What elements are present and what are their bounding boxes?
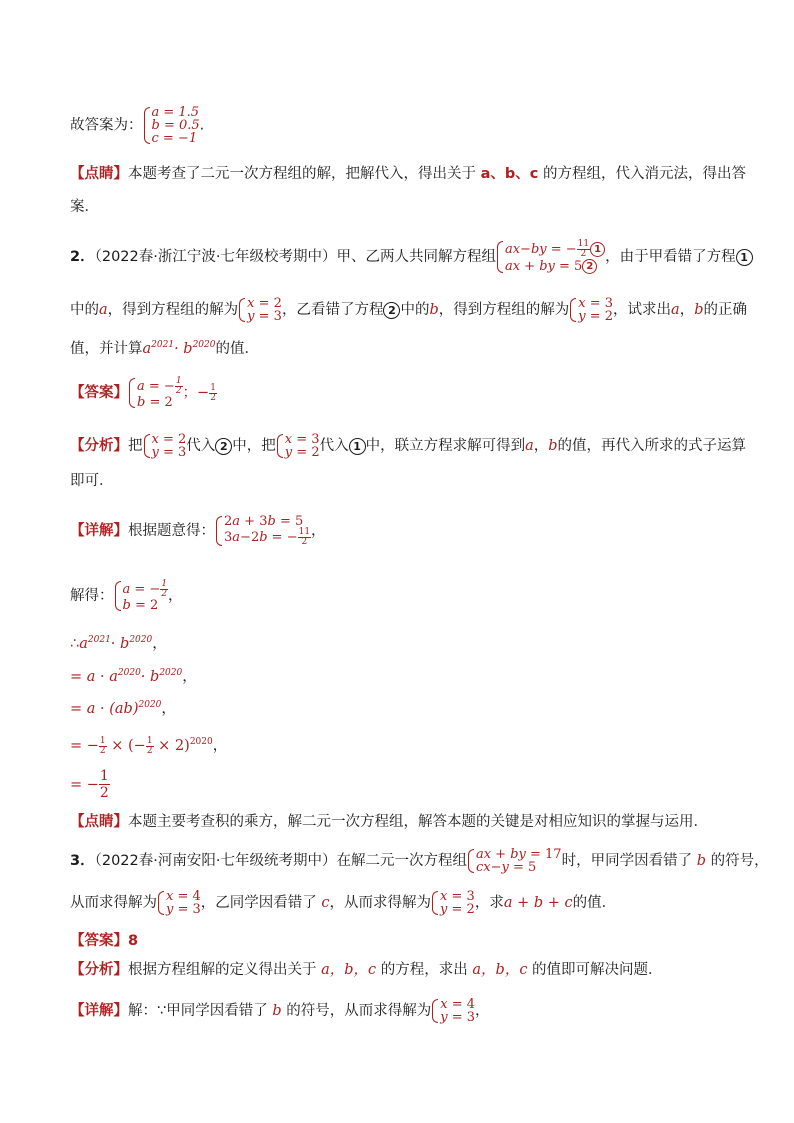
q2-stem-line3: 值，并计算$a^{2021}\cdot b^{2020}$的值．	[70, 340, 259, 357]
q3-detail: 【详解】解：∵甲同学因看错了 b 的符号，从而求得解为 x = 4 y = 3 ，	[70, 997, 490, 1025]
q1-answer-line: 故答案为： a = 1.5 b = 0.5 c = −1 .	[70, 105, 205, 146]
q2-solve: 解得： a = − $\frac{1}{2}$ b = 2 ，	[70, 579, 183, 613]
q2-analysis-cont: 即可．	[70, 473, 114, 489]
q1-answer-system: a = 1.5 b = 0.5 c = −1	[143, 106, 200, 145]
q1-comment-cont: 案．	[70, 199, 99, 215]
q3-stem-line1: 3．（2022春·河南安阳·七年级统考期中）在解二元一次方程组 ax + by = 17 cx−y = 5 时，甲同学因看错了 b 的符号，	[70, 847, 769, 875]
q3-analysis: 【分析】根据方程组解的定义得出关于 a，b，c 的方程，求出 a，b，c 的值即可解决问题．	[70, 962, 663, 978]
q2-stem-line1: 2．（2022春·浙江宁波·七年级校考期中）甲、乙两人共同解方程组 ax−by = − $\frac{11}{2}$ 1 ax + by = 5 2 ，由于甲看错了方程 1	[70, 240, 734, 274]
q2-step-5: = − $\frac{1}{2}$	[70, 768, 109, 801]
q2-analysis: 【分析】把 x = 2 y = 3 代入 2 中，把 x = 3 y = 2 代入 1 中，联立方程求解可得到a，b的值，再代入所求的式子运算	[70, 432, 747, 460]
q2-comment: 【点睛】本题主要考查积的乘方，解二元一次方程组，解答本题的关键是对相应知识的掌握与运用．	[70, 814, 708, 830]
q2-stem-line2: 中的a，得到方程组的解为 x = 2 y = 3 ，乙看错了方程 2 中的b，得到方程组的解为 x = 3 y = 2 ，试求出a，b的正确	[70, 296, 747, 324]
q2-system: ax−by = − $\frac{11}{2}$ 1 ax + by = 5 2	[496, 240, 605, 274]
q2-answer: 【答案】 a = − $\frac{1}{2}$ b = 2 ；− $\frac{1}{2}$	[70, 376, 216, 410]
q2-step-3: = a · (ab)$^{2020}$，	[70, 700, 176, 717]
q1-comment: 【点睛】本题考查了二元一次方程组的解，把解代入，得出关于 a、b、c 的方程组，代入消元法，得出答	[70, 166, 746, 182]
q3-answer: 【答案】8	[70, 933, 139, 949]
q2-step-4: = − $\frac{1}{2}$ × (− $\frac{1}{2}$ × 2)$^{2020}$，	[70, 735, 228, 756]
q3-stem-line2: 从而求得解为 x = 4 y = 3 ，乙同学因看错了 c，从而求得解为 x = 3 y = 2 ，求a + b + c的值．	[70, 889, 617, 917]
q2-detail: 【详解】根据题意得： 2a + 3b = 5 3a−2b = − $\frac{11}{2}$ ，	[70, 514, 326, 547]
q2-step-2: = $a \cdot a^{2020}\cdot b^{2020}$，	[70, 668, 197, 685]
q2-step-1: $\therefore a^{2021}\cdot b^{2020}$，	[70, 635, 167, 652]
